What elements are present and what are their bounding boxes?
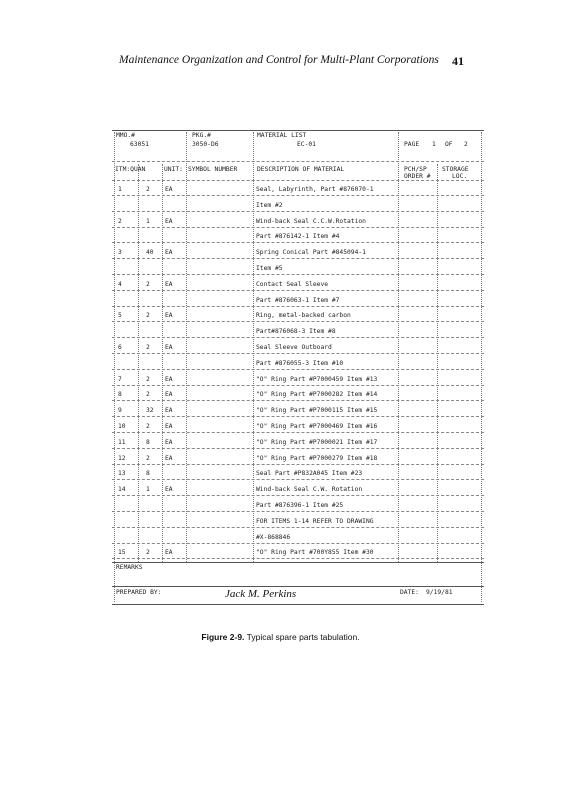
row-quantity: 40 <box>146 249 154 257</box>
row-quantity: 2 <box>146 423 150 430</box>
col-divider-desc <box>253 132 254 562</box>
page-number: 41 <box>452 54 464 68</box>
row-divider <box>112 432 484 433</box>
row-description: Ring, metal-backed carbon <box>256 312 351 320</box>
row-quantity: 2 <box>146 312 150 320</box>
row-unit: EA <box>165 549 173 557</box>
page-label: PAGE <box>404 141 420 148</box>
row-description: Part #876055-3 Item #10 <box>256 359 344 367</box>
row-quantity: 32 <box>146 407 154 415</box>
caption-label: Figure 2-9. <box>201 632 245 642</box>
row-quantity: 2 <box>146 375 150 383</box>
row-description: "O" Ring Part #P7000282 Item #14 <box>256 391 378 399</box>
row-item-number: 5 <box>118 312 122 320</box>
row-description: Contact Seal Sleeve <box>256 280 329 288</box>
row-description: Wind-back Seal C.C.W.Rotation <box>256 217 366 225</box>
row-divider <box>112 258 484 259</box>
row-description: "O" Ring Part #P7000021 Item #17 <box>256 438 378 446</box>
prepared-label: PREPARED BY: <box>116 589 162 596</box>
row-description: "O" Ring Part #P7000459 Item #13 <box>256 375 378 383</box>
row-description: "O" Ring Part #P7000115 Item #15 <box>256 407 378 415</box>
row-quantity: 2 <box>146 549 150 557</box>
row-divider <box>112 511 484 512</box>
row-quantity: 2 <box>146 344 150 351</box>
row-item-number: 14 <box>118 486 126 494</box>
caption-text: Typical spare parts tabulation. <box>246 632 360 642</box>
row-item-number: 11 <box>118 438 126 446</box>
list-title: MATERIAL LIST <box>257 132 307 139</box>
row-divider <box>112 479 484 480</box>
row-unit: EA <box>165 249 173 257</box>
row-unit: EA <box>165 454 173 462</box>
row-item-number: 15 <box>118 549 126 557</box>
row-item-number: 13 <box>118 470 126 478</box>
row-divider <box>112 558 484 559</box>
row-quantity: 1 <box>146 217 150 225</box>
row-unit: EA <box>165 186 173 193</box>
col-divider-symbol <box>186 132 187 562</box>
row-description: Part #876063-1 Item #7 <box>256 296 340 304</box>
row-item-number: 1 <box>118 186 122 193</box>
row-unit: EA <box>165 375 173 383</box>
row-description: Seal, Labyrinth, Part #876070-1 <box>256 186 374 193</box>
list-code: EC-01 <box>297 141 316 148</box>
row-divider <box>112 227 484 228</box>
col-divider-qty <box>138 164 139 562</box>
row-unit: EA <box>165 280 173 288</box>
row-divider <box>112 211 484 212</box>
row-divider <box>112 448 484 449</box>
row-divider <box>112 464 484 465</box>
row-item-number: 7 <box>118 375 122 383</box>
col-header-storage: STORAGE <box>442 166 469 173</box>
row-description: #X-868846 <box>256 533 291 541</box>
date-value: 9/19/81 <box>426 589 453 596</box>
page-value: 1 <box>432 141 436 148</box>
row-description: "O" Ring Part #P7000469 Item #16 <box>256 423 378 430</box>
row-unit: EA <box>165 423 173 430</box>
row-divider <box>112 400 484 401</box>
row-quantity: 1 <box>146 486 150 494</box>
col-header-loc: LOC. <box>452 173 468 180</box>
form-bottom-rule <box>112 604 484 605</box>
row-quantity: 2 <box>146 186 150 193</box>
row-item-number: 8 <box>118 391 122 399</box>
row-divider <box>112 353 484 354</box>
row-description: FOR ITEMS 1-14 REFER TO DRAWING <box>256 517 374 525</box>
row-description: "O" Ring Part #P7000279 Item #18 <box>256 454 378 462</box>
row-unit: EA <box>165 438 173 446</box>
row-divider <box>112 385 484 386</box>
row-quantity: 8 <box>146 470 150 478</box>
row-unit: EA <box>165 391 173 399</box>
row-unit: EA <box>165 217 173 225</box>
col-divider-unit <box>162 164 163 562</box>
row-divider <box>112 543 484 544</box>
row-description: Part#876068-3 Item #8 <box>256 328 336 336</box>
col-header-unit: UNIT: <box>164 166 183 173</box>
pkg-label: PKG.# <box>192 132 211 139</box>
row-unit: EA <box>165 344 173 351</box>
row-unit: EA <box>165 407 173 415</box>
mmo-value: 63051 <box>130 141 149 148</box>
row-description: Part #876396-1 Item #25 <box>256 502 344 509</box>
col-header-order: ORDER # <box>404 173 431 180</box>
row-divider <box>112 195 484 196</box>
row-item-number: 4 <box>118 280 122 288</box>
row-divider <box>112 495 484 496</box>
row-item-number: 6 <box>118 344 122 351</box>
pkg-value: 3050-D6 <box>192 141 219 148</box>
row-description: Item #5 <box>256 265 283 272</box>
row-description: Wind-back Seal C.W. Rotation <box>256 486 363 494</box>
row-item-number: 12 <box>118 454 126 462</box>
row-item-number: 10 <box>118 423 126 430</box>
col-header-desc: DESCRIPTION OF MATERIAL <box>257 166 345 173</box>
right-border <box>481 132 482 602</box>
mmo-label: MMO.# <box>116 132 135 139</box>
prepared-rule <box>112 586 484 587</box>
row-description: Part #876142-1 Item #4 <box>256 233 340 241</box>
col-header-pch: PCH/SP <box>404 166 427 173</box>
row-divider <box>112 290 484 291</box>
running-title: Maintenance Organization and Control for Multi-Plant Corporations <box>119 54 439 66</box>
date-label: DATE: <box>400 589 419 596</box>
row-description: Item #2 <box>256 201 283 209</box>
row-item-number: 3 <box>118 249 122 257</box>
row-quantity: 2 <box>146 280 150 288</box>
row-divider <box>112 337 484 338</box>
row-divider <box>112 321 484 322</box>
row-divider <box>112 527 484 528</box>
row-item-number: 2 <box>118 217 122 225</box>
row-description: Seal Part #P832A045 Item #23 <box>256 470 363 478</box>
col-header-symbol: SYMBOL NUMBER <box>188 166 238 173</box>
header-divider <box>112 161 484 162</box>
remarks-label: REMARKS <box>116 564 143 571</box>
left-border <box>114 132 115 602</box>
col-divider-pch <box>398 132 399 562</box>
row-description: "O" Ring Part #700Y855 Item #30 <box>256 549 374 557</box>
row-divider <box>112 306 484 307</box>
row-quantity: 8 <box>146 438 150 446</box>
material-list-form <box>112 128 484 606</box>
row-description: Spring Conical Part #845094-1 <box>256 249 366 257</box>
figure-caption <box>0 632 561 642</box>
row-divider <box>112 242 484 243</box>
row-quantity: 2 <box>146 454 150 462</box>
col-header-itm-qty: ITM:QUAN <box>115 166 146 173</box>
of-label: OF <box>445 141 453 148</box>
col-divider-storage <box>437 164 438 562</box>
remarks-rule <box>112 562 484 563</box>
row-quantity: 2 <box>146 391 150 399</box>
preparer-signature: Jack M. Perkins <box>225 588 297 600</box>
row-divider <box>112 416 484 417</box>
row-unit: EA <box>165 486 173 494</box>
of-value: 2 <box>464 141 468 148</box>
row-divider <box>112 274 484 275</box>
row-unit: EA <box>165 312 173 320</box>
row-item-number: 9 <box>118 407 122 415</box>
row-divider <box>112 369 484 370</box>
form-top-rule <box>112 130 484 131</box>
row-description: Seal Sleeve Outboard <box>256 344 332 351</box>
